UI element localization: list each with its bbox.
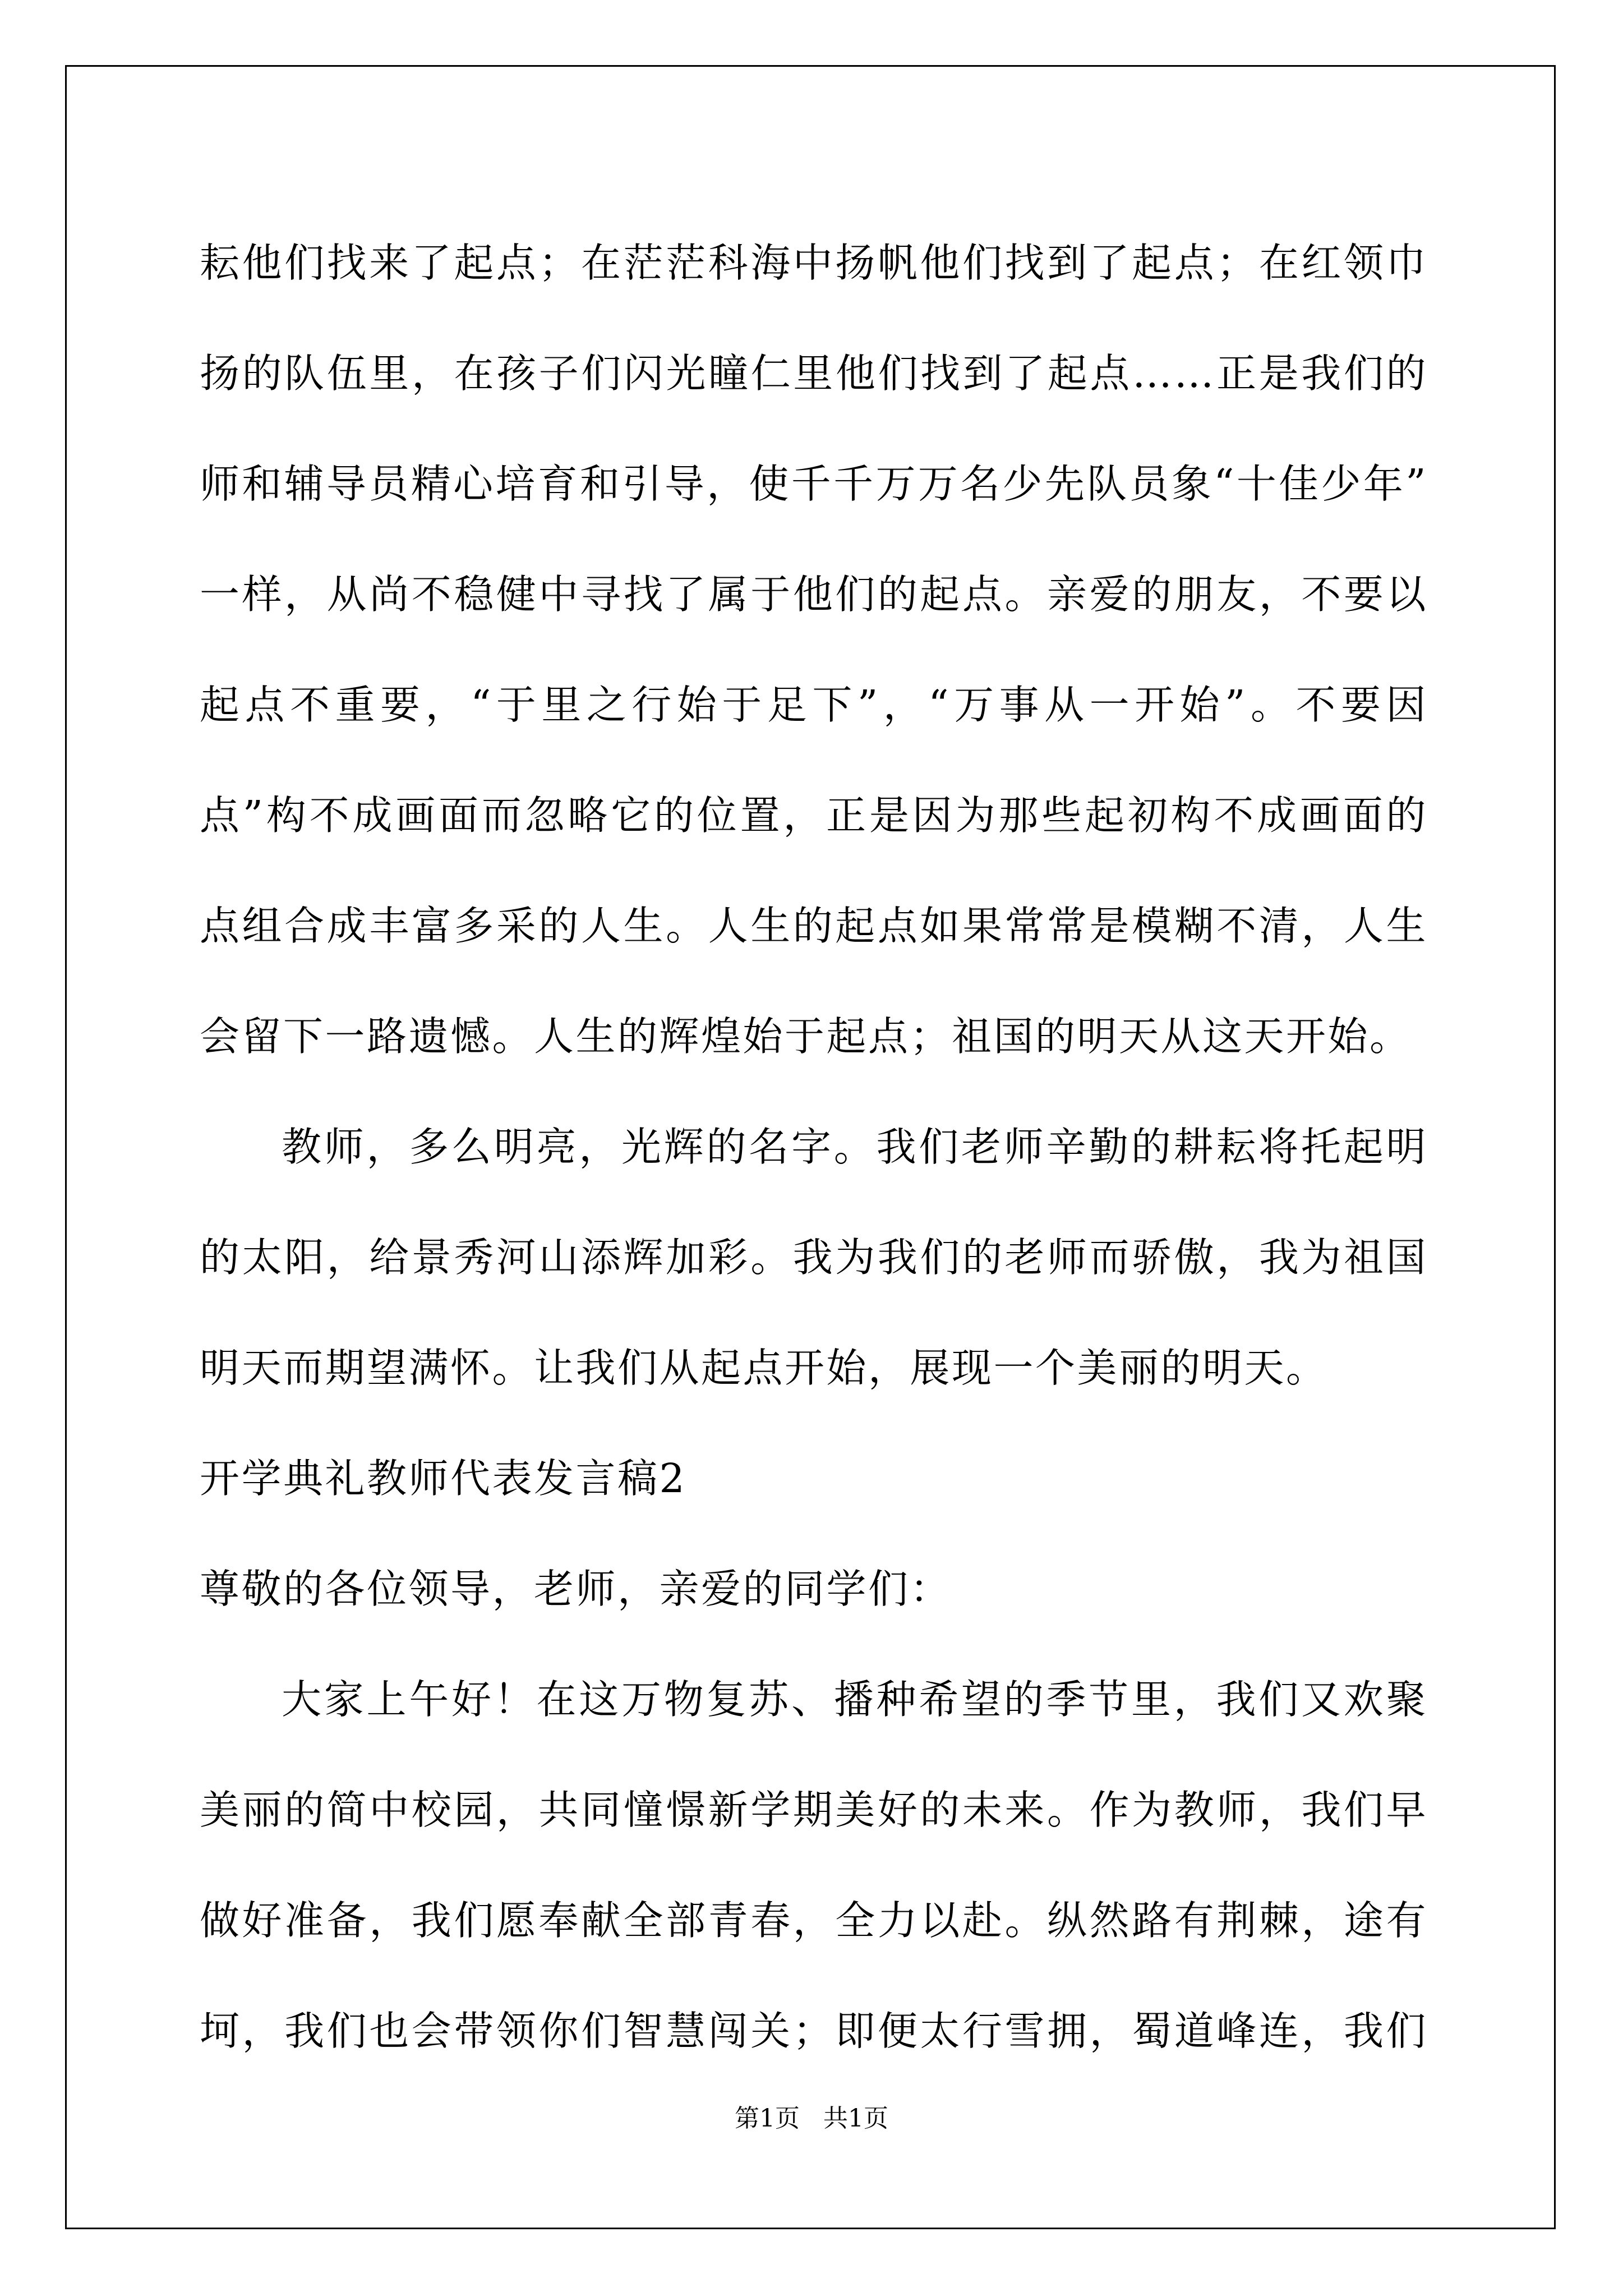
page-footer — [0, 2098, 1623, 2134]
paragraph-first-line: 大家上午好！在这万物复苏、播种希望的季节里，我们又欢聚 — [282, 1676, 1428, 1723]
document-body — [200, 208, 1428, 2086]
page-number: 第1页 — [735, 2104, 800, 2133]
text-line: 扬的队伍里，在孩子们闪光瞳仁里他们找到了起点……正是我们的 — [200, 350, 1428, 397]
text-line: 点”构不成画面而忽略它的位置，正是因为那些起初构不成画面的 — [200, 792, 1428, 839]
text-line: 明天而期望满怀。让我们从起点开始，展现一个美丽的明天。 — [200, 1345, 1328, 1391]
text-line: 耘他们找来了起点；在茫茫科海中扬帆他们找到了起点；在红领巾 — [200, 240, 1428, 286]
page-total: 共1页 — [823, 2104, 888, 2133]
section-heading: 开学典礼教师代表发言稿2 — [200, 1455, 687, 1502]
text-line: 美丽的简中校园，共同憧憬新学期美好的未来。作为教师，我们早 — [200, 1787, 1428, 1833]
text-line: 坷，我们也会带领你们智慧闯关；即便太行雪拥，蜀道峰连，我们 — [200, 2008, 1428, 2054]
paragraph-first-line: 教师，多么明亮，光辉的名字。我们老师辛勤的耕耘将托起明 — [282, 1124, 1428, 1170]
text-line: 起点不重要，“于里之行始于足下”，“万事从一开始”。不要因 — [200, 682, 1428, 728]
text-line: 一样，从尚不稳健中寻找了属于他们的起点。亲爱的朋友，不要以 — [200, 571, 1428, 618]
text-line: 的太阳，给景秀河山添辉加彩。我为我们的老师而骄傲，我为祖国 — [200, 1234, 1428, 1281]
text-line: 会留下一路遗憾。人生的辉煌始于起点；祖国的明天从这天开始。 — [200, 1013, 1412, 1060]
text-line: 做好准备，我们愿奉献全部青春，全力以赴。纵然路有荆棘，途有 — [200, 1897, 1428, 1944]
text-line: 点组合成丰富多采的人生。人生的起点如果常常是模糊不清，人生 — [200, 903, 1428, 949]
salutation: 尊敬的各位领导，老师，亲爱的同学们： — [200, 1566, 952, 1612]
text-line: 师和辅导员精心培育和引导，使千千万万名少先队员象“十佳少年” — [200, 461, 1428, 507]
